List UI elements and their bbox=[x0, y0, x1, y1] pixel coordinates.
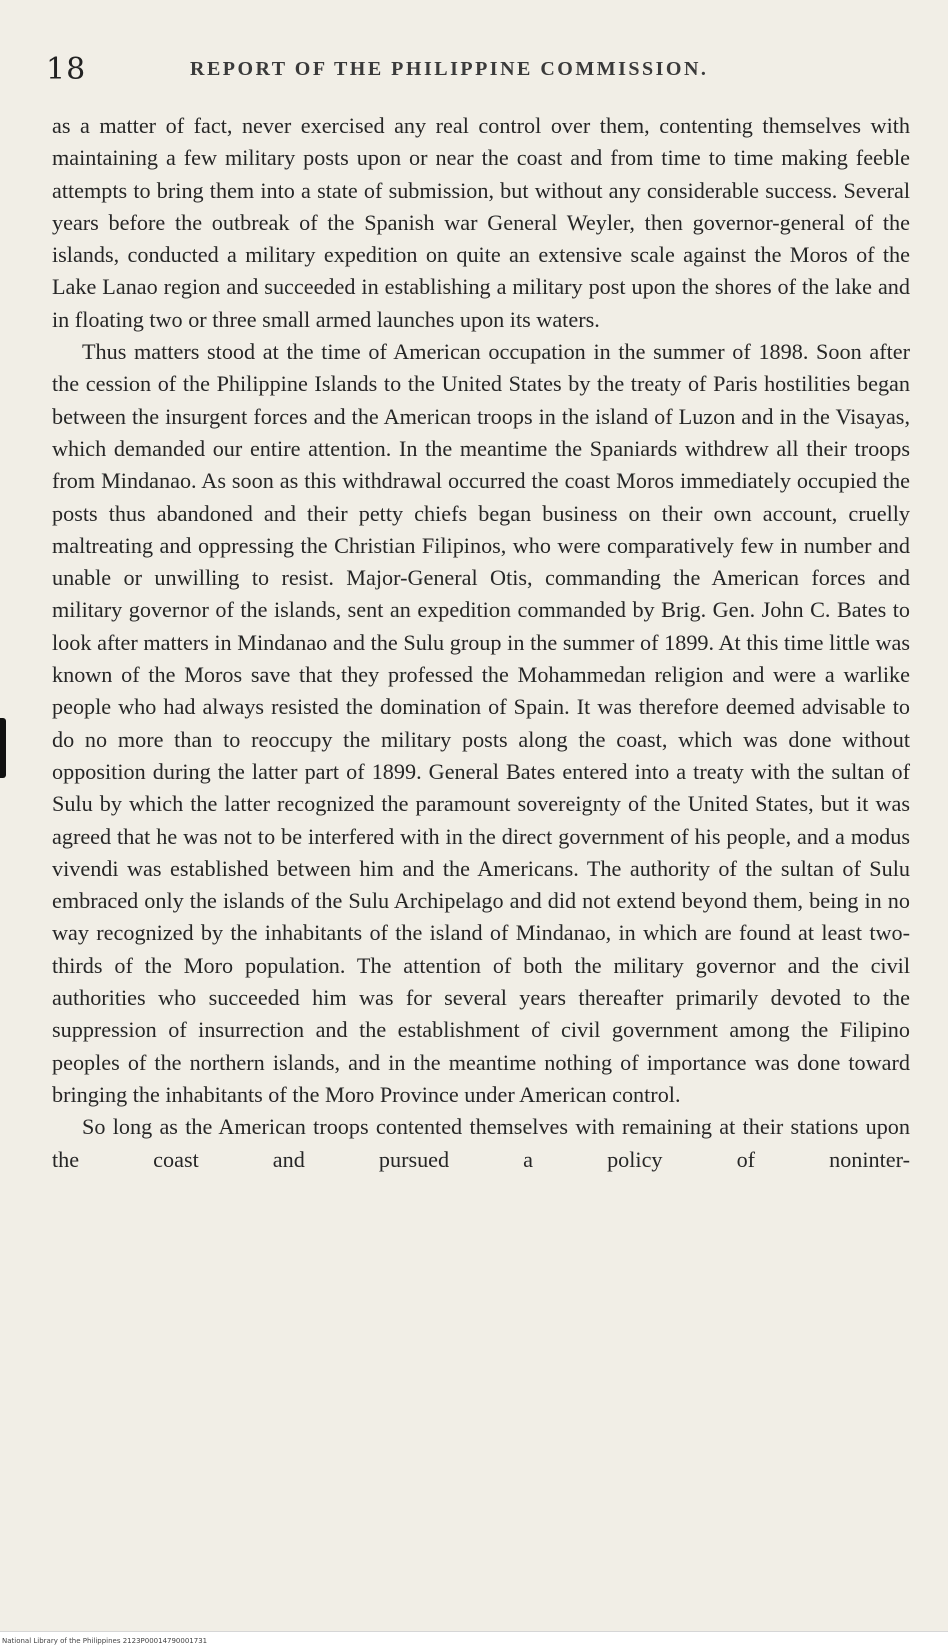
page-header bbox=[40, 52, 900, 88]
paragraph-continued: as a matter of fact, never exercised any real control over them, contenting themselves with maintaining a few military posts upon or near the coast and from time to time making feeble attempts to bring them into a state of submission, but without any considerable success. Several years before the outbreak of the Spanish war General Weyler, then governor-general of the islands, conducted a military expedition on quite an extensive scale against the Moros of the Lake Lanao region and succeeded in establishing a military post upon the shores of the lake and in floating two or three small armed launches upon its waters. bbox=[52, 113, 910, 332]
scan-source-line: National Library of the Philippines 2123P00014790001731 bbox=[2, 1637, 208, 1645]
page-number: 18 bbox=[46, 52, 87, 87]
running-head: REPORT OF THE PHILIPPINE COMMISSION. bbox=[190, 58, 709, 80]
paragraph-american-occupation: Thus matters stood at the time of American occupation in the summer of 1898. Soon after the cession of the Philippine Islands to the United States by the treaty of Paris hostilities began between the insurgent forces and the American troops in the island of Luzon and in the Visayas, which demanded our entire attention. In the meantime the Spaniards withdrew all their troops from Mindanao. As soon as this withdrawal occurred the coast Moros immediately occupied the posts thus abandoned and their petty chiefs began business on their own account, cruelly maltreating and oppressing the Christian Filipinos, who were comparatively few in number and unable or unwilling to resist. Major-General Otis, commanding the American forces and military governor of the islands, sent an expedition commanded by Brig. Gen. John C. Bates to look after matters in Mindanao and the Sulu group in the summer of 1899. At this time little was known of the Moros save that they professed the Mohammedan religion and were a warlike people who had always resisted the domination of Spain. It was therefore deemed advisable to do no more than to reoccupy the military posts along the coast, which was done without opposition during the latter part of 1899. General Bates entered into a treaty with the sultan of Sulu by which the latter recognized the paramount sovereignty of the United States, but it was agreed that he was not to be interfered with in the direct government of his people, and a modus vivendi was established between him and the Americans. The authority of the sultan of Sulu embraced only the islands of the Sulu Archipelago and did not extend beyond them, being in no way recognized by the inhabitants of the island of Mindanao, in which are found at least two-thirds of the Moro population. The attention of both the military governor and the civil authorities who succeeded him was for several years thereafter primarily devoted to the suppression of insurrection and the establishment of civil government among the Filipino peoples of the northern islands, and in the meantime nothing of importance was done toward bringing the inhabitants of the Moro Province under American control. bbox=[52, 339, 910, 1107]
body-text bbox=[52, 110, 910, 1176]
paragraph-noninterference: So long as the American troops contented themselves with remaining at their stations upon the coast and pursued a policy of noninter- bbox=[52, 1114, 910, 1172]
scan-footer bbox=[0, 1631, 948, 1652]
binding-shadow bbox=[0, 718, 6, 778]
